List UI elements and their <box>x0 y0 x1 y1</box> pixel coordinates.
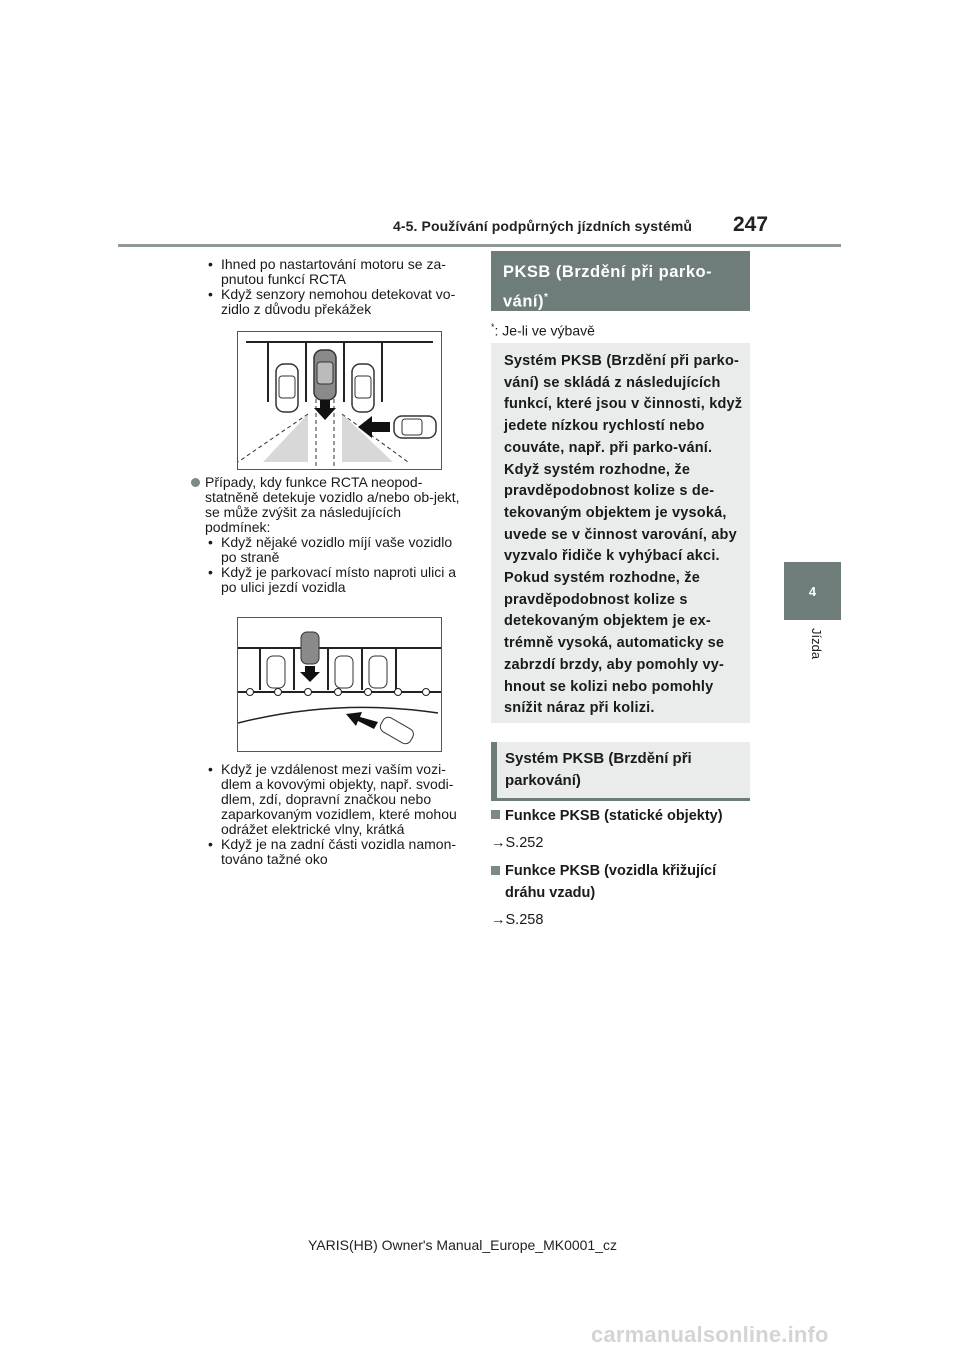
case-intro <box>191 475 466 535</box>
chapter-label-text: Jízda <box>809 628 824 660</box>
footnote-text: : Je-li ve výbavě <box>494 322 595 339</box>
bullet-list-bottom <box>204 762 466 867</box>
bullet-dot-icon <box>191 478 200 487</box>
pksb-title-text: PKSB (Brzdění při parko-vání) <box>503 263 713 311</box>
function-heading-cross-traffic <box>491 860 753 904</box>
list-item: • Když je vzdálenost mezi vaším vozi-dlem a kovovými objekty, např. svodi-dlem, zdí, dopravní značkou nebo zaparkovaným vozidlem, které mohou odrážet elektrické vlny, krátká <box>204 762 466 837</box>
list-item: • Ihned po nastartování motoru se za-pnutou funkcí RCTA <box>204 257 466 287</box>
illustration <box>238 618 441 751</box>
section-title: 4-5. Používání podpůrných jízdních systémů <box>393 218 693 234</box>
watermark: carmanualsonline.info <box>591 1322 829 1347</box>
bullet-list-top <box>204 257 466 317</box>
list-item: • Když senzory nemohou detekovat vo-zidlo z důvodu překážek <box>204 287 466 317</box>
pksb-title-mark: * <box>544 292 549 303</box>
page-reference-link[interactable]: →S.258 <box>491 912 544 928</box>
square-bullet-icon <box>491 810 500 819</box>
pksb-header-box <box>491 251 750 311</box>
figure-rcta-opposite-street <box>237 617 442 752</box>
case-intro-text: Případy, kdy funkce RCTA neopod-statněně detekuje vozidlo a/nebo ob-jekt, se může zvýšit za následujících podmínek: <box>205 474 460 535</box>
section-header-box <box>491 742 750 801</box>
header-rule <box>118 244 841 247</box>
page-number: 247 <box>733 213 769 236</box>
function-heading-text: Funkce PKSB (vozidla křižující dráhu vzadu) <box>505 863 717 901</box>
function-heading-static <box>491 805 753 827</box>
footnote-mark: * <box>491 322 495 332</box>
function-heading-text: Funkce PKSB (statické objekty) <box>505 808 723 824</box>
list-item: • Když nějaké vozidlo míjí vaše vozidlo po straně <box>204 535 466 565</box>
footnote <box>491 322 595 339</box>
footer-manual-id: YARIS(HB) Owner's Manual_Europe_MK0001_cz <box>308 1237 617 1253</box>
section-title: Systém PKSB (Brzdění při parkování) <box>505 750 692 789</box>
square-bullet-icon <box>491 866 500 875</box>
page-reference-link[interactable]: →S.252 <box>491 835 544 851</box>
illustration <box>238 332 441 469</box>
case-list <box>191 475 466 595</box>
chapter-tab: 4 <box>784 562 841 620</box>
info-box <box>491 343 750 723</box>
list-item: • Když je na zadní části vozidla namon-továno tažné oko <box>204 837 466 867</box>
chapter-label <box>806 628 826 688</box>
section-accent-bar <box>491 742 497 798</box>
list-item: • Když je parkovací místo naproti ulici a po ulici jezdí vozidla <box>204 565 466 595</box>
info-text: Systém PKSB (Brzdění při parko-vání) se skládá z následujících funkcí, které jsou v činnosti, když jedete nízkou rychlostí nebo couváte, např. při parko-vání. Když systém rozhodne, že pravděpodobnost kolize s de-tekovaným objektem je vysoká, uvede se v činnost varování, aby vyzvalo řidiče k vyhýbací akci. Pokud systém rozhodne, že pravděpodobnost kolize s detekovaným objektem je ex-trémně vysoká, automaticky se zabrzdí brzdy, aby pomohly vy-hnout se kolizi nebo pomohly snížit náraz při kolizi. <box>504 353 743 717</box>
figure-rcta-parking-obstruction <box>237 331 442 470</box>
pksb-title <box>503 260 747 315</box>
